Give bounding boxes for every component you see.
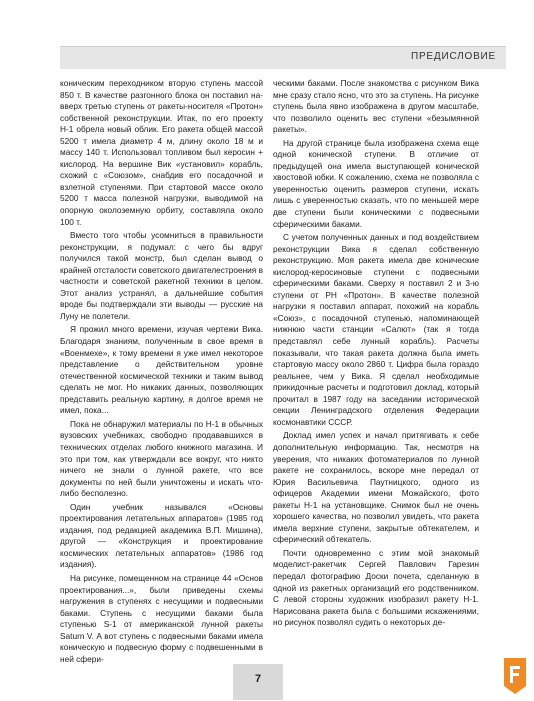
running-header-title: ПРЕДИСЛОВИЕ xyxy=(410,51,496,62)
paragraph: С учетом полученных данных и под воздействием реконструкции Вика я сделал собственную реконструкцию. Моя ракета имела две конические кислород-керосиновые ступени с подвесными сферическими баками. Сверху я поставил 2 и 3-ю ступени от РН «Протон». В качестве полезной нагрузки я поставил аппарат, похожий на корабль «Союз», с посадочной ступенью, напоминающей нижнюю части станции «Салют» (так я тогда представлял себе лунный корабль). Расчеты показывали, что такая ракета должна была иметь стартовую массу около 2860 т. Цифра была гораздо реальнее, чем у Вика. Я сделал необходимые прикидочные расчеты и подготовил доклад, который прочитал в 1987 году на заседании исторической секции Ленинградского отделения Федерации космонавтики СССР. xyxy=(273,232,479,427)
paragraph: ческими баками. После знакомства с рисунком Вика мне сразу стало ясно, что это за ступень. На рисунке ступень была явно изображена в другом масштабе, что позволило оценить вес ступени «безымянной ракеты». xyxy=(273,78,479,135)
paragraph: Почти одновременно с этим мой знакомый моделист-ракетчик Сергей Павлович Гарезин передал фотографию Доски почета, сделанную в одной из ракетных организаций его родственником. С левой стороны художник изобразил ракету Н-1. Нарисована ракета была с большими искажениями, но рисунок позволял судить о некоторых де- xyxy=(273,547,479,628)
paragraph: Вместо того чтобы усомниться в правильности реконструкции, я подумал: с чего бы вдруг получился такой монстр, был сделан вывод о крайней отсталости советского двигателестроения в частности и советской ракетной техники в целом. Этот анализ устранял, а дальнейшие события вроде бы подтверждали эти выводы — русские на Луну не полетели. xyxy=(60,230,264,321)
paragraph: Один учебник назывался «Основы проектирования летательных аппаратов» (1985 год издания, под редакцией академика В.П. Мишина), другой — «Конструкция и проектирование космических летательных аппаратов» (1986 год издания). xyxy=(60,501,263,570)
paragraph: коническим переходником вторую ступень массой 850 т. В качестве разгонного блока он поставил на- вверх третью ступень от ракеты-носителя «Протон» собственной реконструкции. Итак, по его проекту Н-1 обрела новый облик. Его ракета общей массой 5200 т имела диаметр 4 м, длину около 18 м и массу 140 т. Использовал топливом был керосин + кислород. На вершине Вик «установил» корабль, схожий с «Союзом», снабдив его посадочной и взлетной ступенями. При стартовой массе около 5200 т масса полезной нагрузки, выводимой на опорную околоземную орбиту, составляла около 100 т. xyxy=(60,78,263,227)
publisher-logo-icon xyxy=(500,656,530,696)
paragraph: На другой странице была изображена схема еще одной конической ступени. В отличие от предыдущей она имела выступающей конической хвостовой юбки. К сожалению, схема не позволяла с уверенностью оценить размеров ступени, искать лишь с уверенностью сказать, что по меньшей мере две ступени были коническими с подвесными сферическими баками. xyxy=(273,137,479,229)
page-number-tab xyxy=(233,664,283,700)
paragraph: На рисунке, помещенном на странице 44 «Основ проектирования...», были приведены схемы нагружения в ступенях с несущими и подвесными баками. Ступень с несущими баками была ступенью S-1 от американской лунной ракеты Saturn V. А вот ступень с подвесными баками имела коническую и подвесную форму с подвешенными в ней сфери- xyxy=(60,572,263,664)
paragraph: Я прожил много времени, изучая чертежи Вика. Благодаря знаниям, полученным в свое время в «Военмехе», к тому времени я уже имел некоторое представление о действительном уровне отечественной космической техники и таким вывод сделать не мог. Но никаких данных, позволяющих представить реальную картину, я долгое время не имел, пока... xyxy=(60,324,263,416)
paragraph: Доклад имел успех и начал притягивать к себе дополнительную информацию. Так, несмотря на уверения, что никаких фотоматериалов по лунной ракете не сохранилось, вскоре мне передал от Юрия Васильевича Паутницкого, одного из офицеров Академии имени Можайского, фото ракеты Н-1 на установщике. Снимок был не очень хорошего качества, но позволил увидеть, что ракета имела верхние ступени, закрытые обтекателем, и сферический обтекатель. xyxy=(273,430,479,545)
running-header xyxy=(60,46,506,69)
right-text-column xyxy=(273,78,479,631)
left-text-column xyxy=(60,78,263,667)
page-number: 7 xyxy=(254,673,262,685)
paragraph: Пока не обнаружил материалы по Н-1 в обычных вузовских учебниках, свободно продававшихся в технических отделах любого книжного магазина. И это при том, как утверждали все вокруг, что никто ничего не знали о лунной ракете, что все документы по ней были уничтожены и искать что-либо бесполезно. xyxy=(60,418,263,499)
